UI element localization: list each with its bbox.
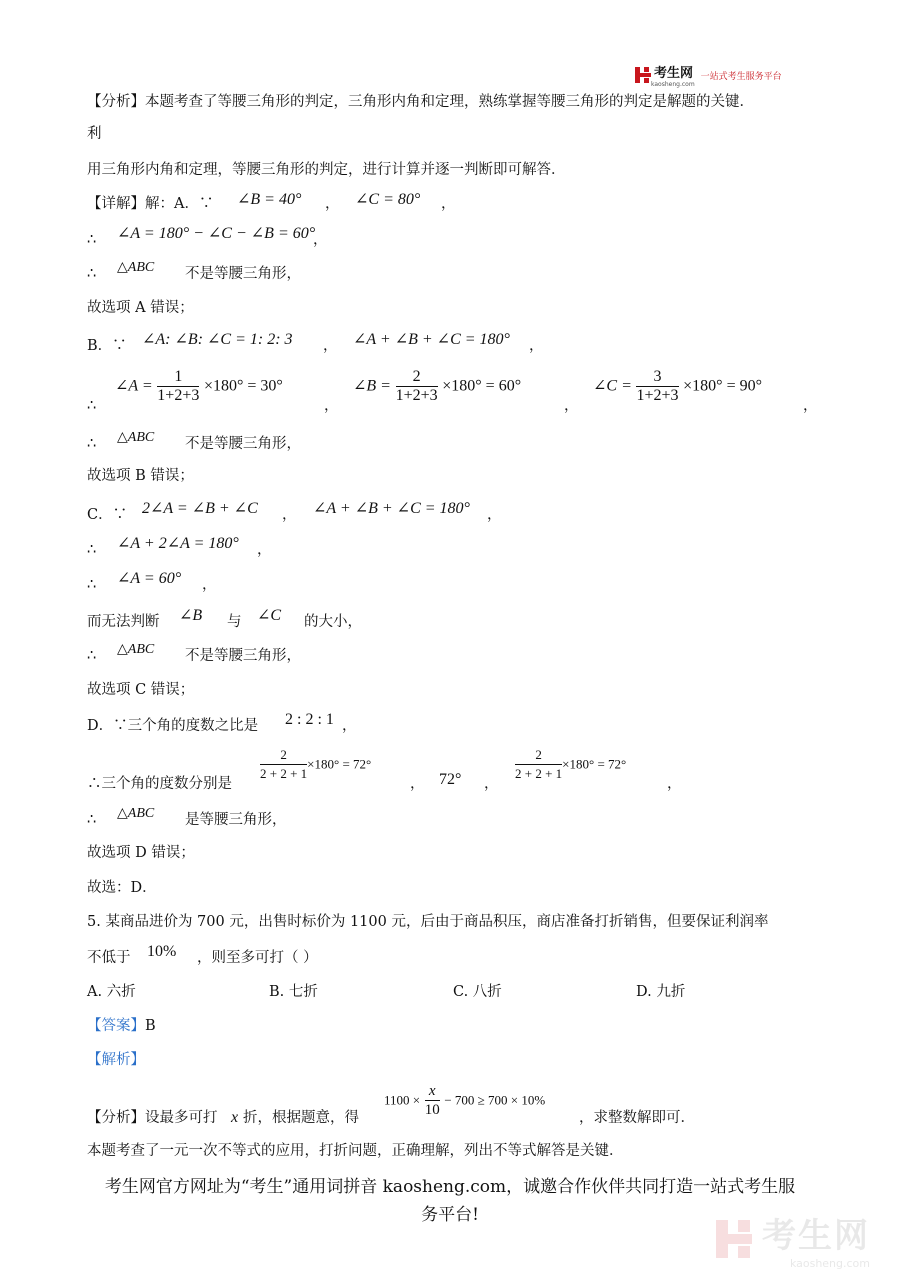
option-a: A. 六折 [87,984,136,1000]
fraction-numerator: x [425,1082,440,1101]
formula-lhs: 1100 × [384,1092,421,1108]
watermark [714,1208,870,1270]
option-d: D. 九折 [636,984,686,1000]
conclusion-text: 不是等腰三角形， [185,266,301,282]
site-logo [635,62,782,88]
conclusion-text: 不是等腰三角形， [185,436,301,452]
formula: ∠B = 40° [237,191,302,208]
separator: ， [324,398,339,414]
detail-a-condition [87,191,456,214]
therefore-symbol: ∴ [87,542,97,558]
conclusion-text: 不是等腰三角形， [185,648,301,664]
detail-c-prefix: C．∵ [87,507,128,523]
final-choice: 故选：D． [87,880,157,896]
detail-a-conclusion [87,260,301,284]
formula: △ABC [117,642,155,657]
separator: ， [325,196,340,212]
detail-b-angles [87,368,818,416]
formula-lhs: ∠A = [115,377,153,395]
detail-c-uncertain [87,607,362,632]
detail-b-conclusion [87,430,301,454]
separator: ， [529,338,544,354]
separator: ， [667,776,682,792]
formula-rhs: ×180° = 60° [442,377,522,395]
text-segment: ，求整数解即可． [579,1110,695,1126]
therefore-symbol: ∴ [87,812,97,828]
question-5-stem: 5. 某商品进价为 700 元，出售时标价为 1100 元，后由于商品积压，商店准备打折销售，但要保证利润率 [87,914,769,930]
fraction-denominator: 1+2+3 [157,387,200,404]
therefore-symbol: ∴ [87,436,97,452]
formula: △ABC [117,806,155,821]
formula: 10% [147,943,177,960]
question-5-analysis [87,1083,695,1128]
answer-label: 【答案】 [87,1018,145,1034]
formula-rhs: ×180° = 30° [203,377,283,395]
formula: △ABC [117,260,155,275]
detail-c-sum [87,535,272,560]
separator: ， [564,398,579,414]
formula-a [115,368,283,405]
separator: ， [282,507,297,523]
separator: ， [342,718,357,734]
formula-1 [260,746,371,783]
formula: ∠C [257,607,282,624]
option-d-wrong: 故选项 D 错误； [87,845,195,861]
option-b-wrong: 故选项 B 错误； [87,468,194,484]
fraction-numerator: 2 [396,368,438,387]
formula-rhs: ×180° = 90° [683,377,762,395]
formula-b [353,368,521,405]
option-a-wrong: 故选项 A 错误； [87,300,194,316]
conclusion-text: 是等腰三角形， [185,812,287,828]
fraction-numerator: 3 [636,368,678,387]
variable: x [231,1109,239,1126]
detail-c-angle [87,570,217,595]
formula: 72° [439,771,462,788]
formula: ∠A + 2∠A = 180° [117,535,239,552]
separator: ， [484,776,499,792]
separator: ， [313,232,328,248]
formula-2 [515,746,626,783]
separator: ， [257,542,272,558]
inequality-formula [384,1082,545,1119]
formula: △ABC [117,430,155,445]
analysis-label: 【解析】 [87,1052,145,1068]
detail-a-prefix: 【详解】解：A．∵ [87,196,214,212]
option-c: C. 八折 [453,984,502,1000]
separator: ， [410,776,425,792]
therefore-symbol: ∴ [87,398,97,414]
logo-icon [635,67,651,83]
formula: 2 : 2 : 1 [285,711,334,728]
detail-c-conclusion [87,642,301,666]
text-segment: 不低于 [87,950,131,966]
fraction-numerator: 2 [260,746,307,765]
logo-url: kaosheng.com [651,81,695,88]
formula-rhs: ×180° = 72° [562,756,627,772]
analysis-text-3: 用三角形内角和定理，等腰三角形的判定，进行计算并逐一判断即可解答． [87,162,566,178]
formula: ∠A + ∠B + ∠C = 180° [353,331,510,348]
formula-c [593,368,762,405]
formula: 2∠A = ∠B + ∠C [142,500,258,517]
formula: ∠A = 180° − ∠C − ∠B = 60° [117,225,316,242]
fraction-numerator: 1 [157,368,199,387]
formula: ∠A = 60° [117,570,182,587]
watermark-name: 考生网 [762,1216,870,1256]
watermark-url: kaosheng.com [789,1257,870,1270]
question-5-stem-2 [87,943,318,968]
formula: ∠A + ∠B + ∠C = 180° [313,500,470,517]
separator: ， [202,577,217,593]
text-segment: ∴三个角的度数分别是 [87,776,232,792]
detail-b-prefix: B．∵ [87,338,127,354]
question-5-summary: 本题考查了一元一次不等式的应用，打折问题，正确理解，列出不等式解答是关键． [87,1143,624,1159]
formula: ∠B [179,607,203,624]
formula-lhs: ∠B = [353,377,391,395]
answer-line [87,1016,156,1036]
formula-rhs: − 700 ≥ 700 × 10% [444,1092,546,1108]
option-c-wrong: 故选项 C 错误； [87,682,195,698]
fraction-denominator: 1+2+3 [636,387,679,404]
therefore-symbol: ∴ [87,577,97,593]
separator: ， [323,338,338,354]
footer-line-2: 务平台! [421,1205,479,1225]
separator: ， [487,507,502,523]
detail-c-condition [87,500,502,525]
footer-line-1: 考生网官方网址为“考生”通用词拼音 kaosheng.com，诚邀合作伙伴共同打造一站式考生服 [104,1177,796,1197]
answer-value: B [145,1018,156,1034]
fraction-denominator: 10 [424,1102,440,1118]
fraction-denominator: 2 + 2 + 1 [260,766,308,781]
text-segment: 【分析】设最多可打 [87,1110,218,1126]
therefore-symbol: ∴ [87,232,97,248]
detail-d-conclusion [87,806,287,830]
logo-name: 考生网 [654,66,694,81]
formula: ∠C = 80° [355,191,421,208]
formula: ∠A: ∠B: ∠C = 1: 2: 3 [142,331,293,348]
therefore-symbol: ∴ [87,648,97,664]
watermark-logo-icon [714,1218,756,1260]
option-b: B. 七折 [269,984,318,1000]
therefore-symbol: ∴ [87,266,97,282]
analysis-text-2: 利 [87,126,102,142]
fraction-denominator: 1+2+3 [395,387,438,404]
text-segment: 折，根据题意，得 [243,1110,359,1126]
text-segment: 而无法判断 [87,614,160,630]
detail-d-angles [87,747,682,794]
formula-rhs: ×180° = 72° [307,756,372,772]
detail-b-condition [87,331,544,356]
detail-a-angle [87,225,328,250]
separator: ， [803,398,818,414]
analysis-text-1: 【分析】本题考查了等腰三角形的判定，三角形内角和定理，熟练掌握等腰三角形的判定是解题的关键． [87,94,754,110]
formula-lhs: ∠C = [593,377,632,395]
detail-d-ratio [87,711,357,736]
text-segment: 与 [227,614,242,630]
text-segment: D．∵三个角的度数之比是 [87,718,259,734]
text-segment: ，则至多可打（ ） [197,950,318,966]
logo-slogan: 一站式考生服务平台 [700,71,782,82]
text-segment: 的大小， [304,614,362,630]
fraction-denominator: 2 + 2 + 1 [515,766,563,781]
fraction-numerator: 2 [515,746,562,765]
separator: ， [441,196,456,212]
